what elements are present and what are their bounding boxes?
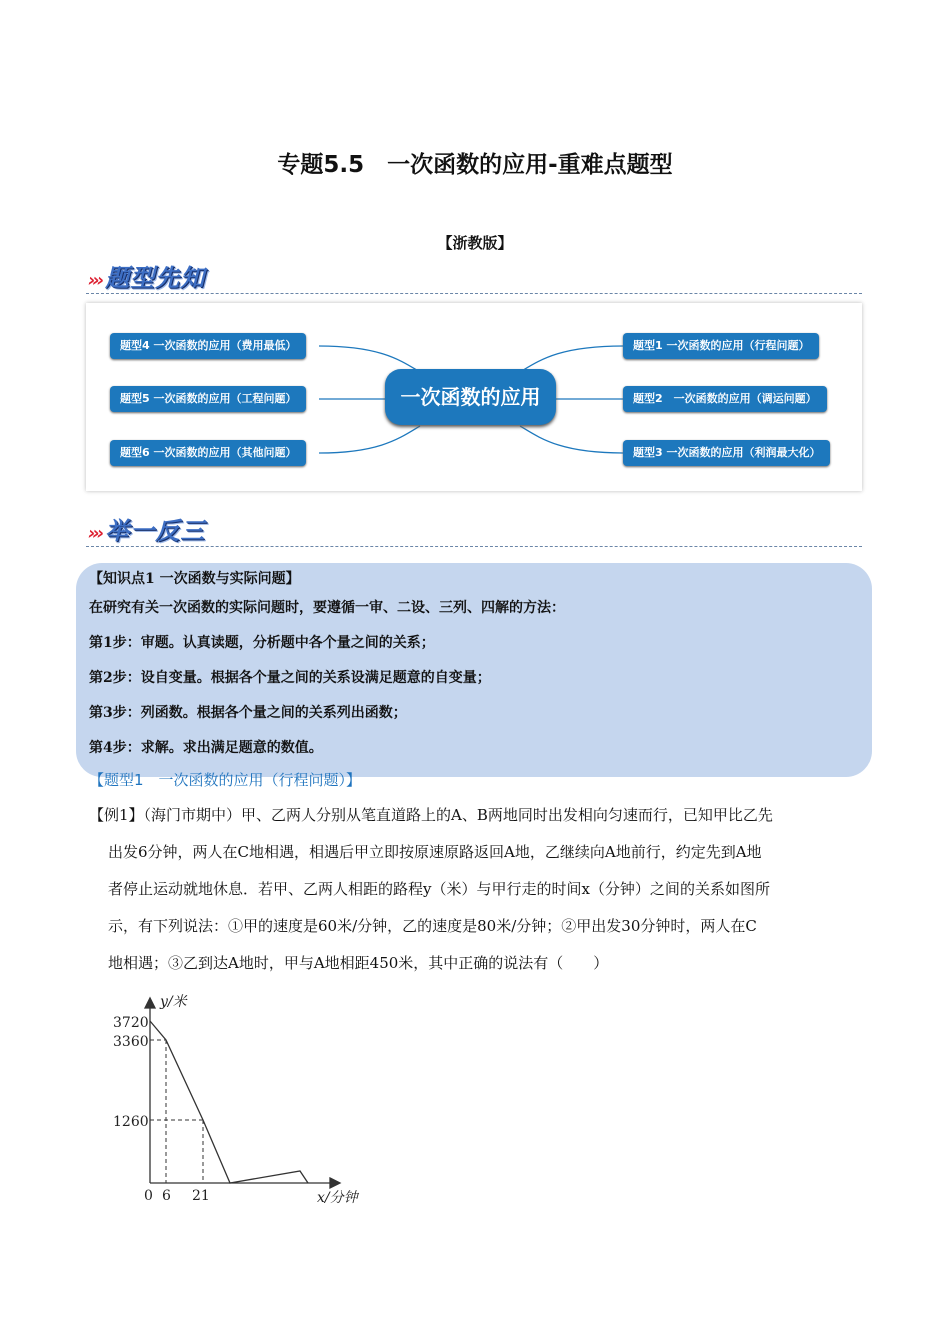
example-line: 出发6分钟，两人在C地相遇，相遇后甲立即按原速原路返回A地，乙继续向A地前行，约定先到A地 (108, 843, 762, 861)
knowledge-line: 第4步：求解。求出满足题意的数值。 (89, 740, 323, 756)
page-title: 专题5.5 一次函数的应用-重难点题型 (277, 152, 673, 178)
mind-map-center: 一次函数的应用 (385, 369, 556, 425)
mind-map-node-type1: 题型1 一次函数的应用（行程问题） (623, 333, 819, 359)
y-tick-label: 3360 (113, 1034, 149, 1050)
x-tick-label: 6 (162, 1188, 171, 1204)
x-axis-arrow (330, 1178, 340, 1188)
triple-arrow-icon: ››› (88, 523, 102, 544)
example-line: 【例1】（海门市期中）甲、乙两人分别从笔直道路上的A、B两地同时出发相向匀速而行，已知甲比乙先 (89, 806, 773, 824)
y-tick-label: 3720 (113, 1015, 149, 1031)
mind-map-node-type4: 题型4 一次函数的应用（费用最低） (110, 333, 306, 359)
y-axis-arrow (145, 998, 155, 1008)
question-type-heading: 【题型1 一次函数的应用（行程问题）】 (89, 771, 362, 789)
example-line: 示，有下列说法：①甲的速度是60米/分钟，乙的速度是80米/分钟；②甲出发30分钟时，两人在C (108, 917, 757, 935)
knowledge-heading: 【知识点1 一次函数与实际问题】 (89, 571, 300, 587)
example-line: 者停止运动就地休息．若甲、乙两人相距的路程y（米）与甲行走的时间x（分钟）之间的关系如图所 (108, 880, 770, 898)
knowledge-line: 第1步：审题。认真读题，分析题中各个量之间的关系； (89, 635, 435, 651)
knowledge-line: 第3步：列函数。根据各个量之间的关系列出函数； (89, 705, 407, 721)
x-tick-label: 0 (144, 1188, 153, 1204)
triple-arrow-icon: ››› (88, 270, 102, 291)
example-line: 地相遇；③乙到达A地时，甲与A地相距450米，其中正确的说法有（ ） (108, 954, 609, 972)
knowledge-line: 在研究有关一次函数的实际问题时，要遵循一审、二设、三列、四解的方法： (89, 600, 565, 616)
mind-map-node-type6: 题型6 一次函数的应用（其他问题） (110, 440, 306, 466)
banner-text: 举一反三 (105, 517, 206, 545)
banner-text: 题型先知 (105, 264, 206, 292)
y-tick-label: 1260 (113, 1114, 149, 1130)
knowledge-line: 第2步：设自变量。根据各个量之间的关系设满足题意的自变量； (89, 670, 491, 686)
y-axis-label: y/米 (160, 994, 187, 1010)
graph-line (150, 1021, 308, 1183)
x-tick-label: 21 (192, 1188, 210, 1204)
mind-map-node-type5: 题型5 一次函数的应用（工程问题） (110, 386, 306, 412)
mind-map-node-type2: 题型2 一次函数的应用（调运问题） (623, 386, 827, 412)
x-axis-label: x/分钟 (317, 1190, 358, 1206)
edition-label: 【浙教版】 (437, 234, 513, 252)
mind-map-node-type3: 题型3 一次函数的应用（利润最大化） (623, 440, 830, 466)
